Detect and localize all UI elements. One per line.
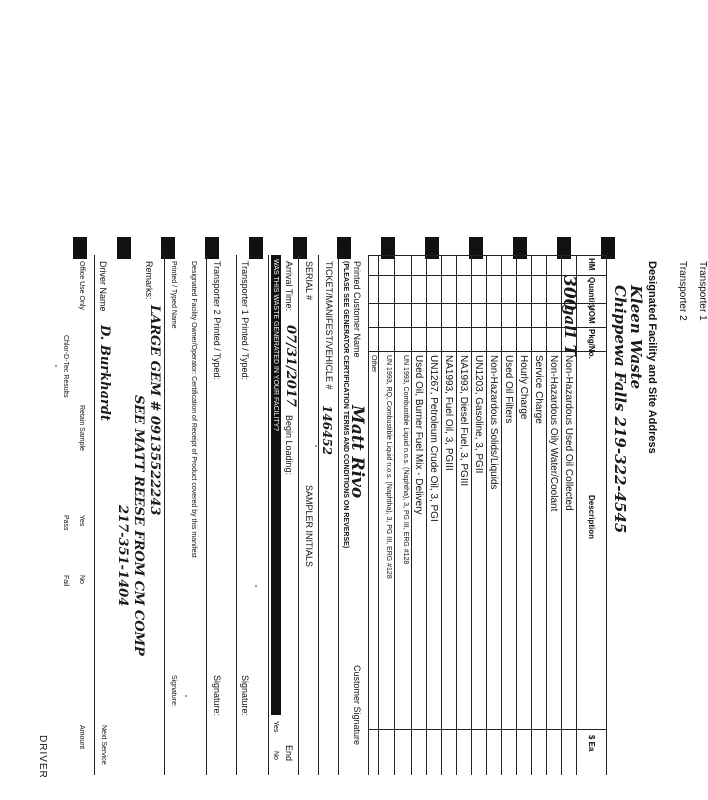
field-rule bbox=[236, 255, 237, 775]
remarks-label: Remarks: bbox=[144, 261, 154, 300]
table-row: Used Oil, Burner Fuel Mix - Delivery bbox=[413, 355, 424, 515]
handwritten-uom: gal bbox=[561, 305, 579, 331]
ticket-vehicle-label: TICKET/MANIFEST/VEHICLE # bbox=[324, 261, 334, 390]
row-rule bbox=[378, 255, 379, 775]
table-row: Non-Hazardous Used Oil Collected bbox=[563, 355, 574, 511]
row-rule bbox=[411, 255, 412, 775]
terms-notice: (PLEASE SEE GENERATOR CERTIFICATION TERMS AND CONDITIONS ON REVERSE) bbox=[342, 261, 349, 549]
table-row: Non-Hazardous Oily Water/Coolant bbox=[548, 355, 559, 512]
no-label: No bbox=[78, 575, 85, 584]
table-row: Non-Hazardous Solids/Liquids bbox=[488, 355, 499, 490]
handwritten-pkg: 1 T bbox=[561, 329, 579, 356]
scan-speck bbox=[55, 365, 57, 367]
sampler-initials-label: SAMPLER INITIALS bbox=[304, 485, 314, 568]
table-row: Other bbox=[370, 355, 377, 373]
customer-signature-label: Customer Signature bbox=[352, 665, 362, 746]
field-rule bbox=[318, 255, 319, 775]
driver-copy-footer: DRIVER bbox=[37, 735, 48, 779]
begin-loading-label: Begin Loading: bbox=[284, 415, 294, 476]
table-row: NA1993, Diesel Fuel, 3, PGIII bbox=[458, 355, 469, 487]
field-rule bbox=[268, 255, 269, 775]
signature-label: Signature: bbox=[240, 675, 250, 717]
binder-hole bbox=[249, 237, 263, 259]
binder-hole bbox=[337, 237, 351, 259]
remarks-handwriting-1: LARGE GEM # 09135522243 bbox=[147, 305, 162, 516]
field-rule bbox=[164, 255, 165, 775]
row-rule bbox=[471, 255, 472, 775]
table-row: UN 1993, Combustible Liquid n.o.s. (Naphtha), 3, PG III, ERG #128 bbox=[402, 355, 409, 565]
scan-speck bbox=[185, 695, 187, 697]
row-rule bbox=[501, 255, 502, 775]
col-uom: UOM bbox=[587, 305, 596, 324]
table-row: NA1993, Fuel Oil, 3, PGIII bbox=[443, 355, 454, 471]
row-rule bbox=[426, 255, 427, 775]
table-row: Service Charge bbox=[533, 355, 544, 424]
facility-handwriting-2: Chippewa Falls 219-322-4545 bbox=[611, 285, 629, 534]
driver-name-label: Driver Name bbox=[98, 261, 108, 312]
next-service-label: Next Service bbox=[100, 725, 107, 765]
office-use-only: Office Use Only bbox=[78, 261, 85, 310]
designated-facility-cert: Designated Facility Owner/Operator: Certification of Receipt of Product covered by this manifest bbox=[190, 261, 197, 558]
field-rule bbox=[298, 255, 299, 775]
table-row: UN1267, Petroleum Crude Oil, 3, PGI bbox=[428, 355, 439, 522]
ticket-value: 146452 bbox=[320, 405, 334, 456]
facility-title: Designated Facility and Site Address bbox=[646, 261, 658, 454]
no-option: No bbox=[272, 751, 279, 760]
chlor-d-tec-label: Chlor-D-Tec Results bbox=[62, 335, 69, 398]
serial-label: SERIAL # bbox=[304, 261, 314, 301]
table-row: UN 1993, RQ, Combustible Liquid n.o.s. (Naphtha), 3, PG III, ERG #128 bbox=[385, 355, 392, 579]
row-rule bbox=[486, 255, 487, 775]
transporter-1-printed-label: Transporter 1 Printed / Typed: bbox=[240, 261, 250, 381]
transporter-2-printed-label: Transporter 2 Printed / Typed: bbox=[212, 261, 222, 381]
shaded-question-text: WAS THIS WASTE GENERATED IN YOUR FACILITY? bbox=[272, 259, 279, 432]
table-top-rule bbox=[606, 255, 607, 775]
col-hm: HM bbox=[587, 258, 596, 271]
arrival-value: 07/31/2017 bbox=[283, 325, 298, 407]
field-rule bbox=[206, 255, 207, 775]
row-rule bbox=[456, 255, 457, 775]
row-rule bbox=[546, 255, 547, 775]
row-rule bbox=[516, 255, 517, 775]
rotated-manifest-form bbox=[17, 245, 708, 795]
scan-speck bbox=[315, 445, 317, 447]
table-bottom-rule bbox=[368, 255, 369, 775]
binder-hole bbox=[205, 237, 219, 259]
arrival-time-label: Arrival Time: bbox=[284, 261, 294, 312]
col-pkg: Pkg/No. bbox=[587, 329, 596, 359]
printed-customer-name-label: Printed Customer Name bbox=[352, 261, 362, 358]
transporter-2-label: Transporter 2 bbox=[677, 261, 688, 321]
table-row: Used Oil Filters bbox=[503, 355, 514, 424]
col-divider bbox=[369, 729, 607, 730]
signature-label: Signature: bbox=[212, 675, 222, 717]
retain-sample-label: Retain Sample bbox=[78, 405, 85, 451]
row-rule bbox=[531, 255, 532, 775]
remarks-handwriting-3: 217-351-1404 bbox=[115, 505, 130, 607]
end-label: End bbox=[284, 745, 294, 762]
driver-name-value: D. Burkhardt bbox=[97, 325, 112, 421]
table-border bbox=[369, 255, 607, 256]
col-price-each: $ Ea bbox=[587, 735, 596, 752]
scan-speck bbox=[255, 585, 257, 587]
binder-hole bbox=[73, 237, 87, 259]
customer-name-value: Matt Rivo bbox=[347, 405, 367, 499]
table-row: UN1203, Gasoline, 3, PGII bbox=[473, 355, 484, 474]
printed-typed-name-label: Printed / Typed Name bbox=[170, 261, 177, 329]
amount-label: Amount bbox=[78, 725, 85, 750]
handwritten-quantity: 300 bbox=[559, 275, 579, 311]
binder-hole bbox=[117, 237, 131, 259]
field-rule bbox=[338, 255, 339, 775]
remarks-handwriting-2: SEE MATT REESE FROM CM COMP bbox=[131, 395, 146, 656]
pass-label: Pass bbox=[62, 515, 69, 531]
row-rule bbox=[441, 255, 442, 775]
col-description: Description bbox=[587, 495, 596, 540]
table-row: Hourly Charge bbox=[518, 355, 529, 420]
yes-option: Yes bbox=[272, 721, 279, 733]
yes-label: Yes bbox=[78, 515, 85, 527]
row-rule bbox=[394, 255, 395, 775]
field-rule bbox=[94, 255, 95, 775]
col-quantity: Quantity bbox=[587, 277, 596, 310]
fail-label: Fail bbox=[62, 575, 69, 587]
transporter-1-label: Transporter 1 bbox=[697, 261, 708, 321]
signature-label: Signature: bbox=[170, 675, 177, 707]
facility-handwriting-1: Kleen Waste bbox=[627, 285, 645, 390]
binder-hole bbox=[293, 237, 307, 259]
